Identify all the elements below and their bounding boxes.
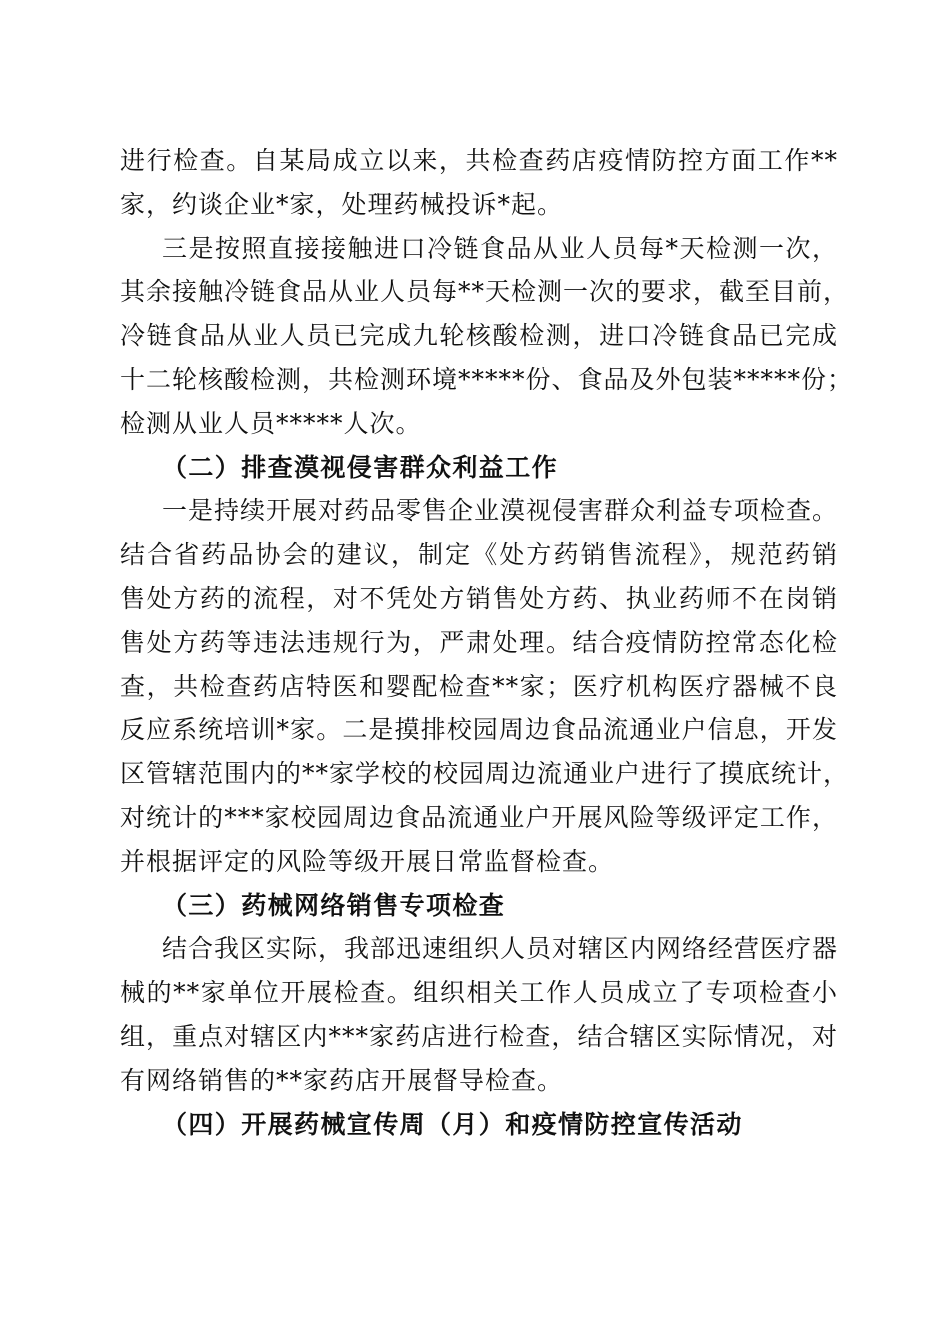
paragraph-line: 一是持续开展对药品零售企业漠视侵害群众利益专项检查。 — [162, 496, 839, 526]
paragraph-line: 家，约谈企业*家，处理药械投诉*起。 — [120, 189, 564, 219]
paragraph-line: 十二轮核酸检测，共检测环境*****份、食品及外包装*****份； — [120, 364, 854, 394]
paragraph-line: 冷链食品从业人员已完成九轮核酸检测，进口冷链食品已完成 — [120, 321, 838, 351]
paragraph-line: 结合我区实际，我部迅速组织人员对辖区内网络经营医疗器 — [162, 934, 839, 964]
paragraph-line: 有网络销售的**家药店开展督导检查。 — [120, 1065, 564, 1095]
paragraph-line: 查，共检查药店特医和婴配检查**家；医疗机构医疗器械不良 — [120, 671, 838, 701]
paragraph-pharmacy-inspection — [120, 489, 850, 883]
paragraph-line: 售处方药等违法违规行为，严肃处理。结合疫情防控常态化检 — [120, 627, 838, 657]
section-heading-4 — [120, 1103, 838, 1147]
paragraph-line: 三是按照直接接触进口冷链食品从业人员每*天检测一次， — [162, 233, 838, 263]
section-heading-2 — [120, 446, 838, 490]
paragraph-line: 械的**家单位开展检查。组织相关工作人员成立了专项检查小 — [120, 978, 838, 1008]
paragraph-cold-chain-testing — [120, 227, 854, 446]
paragraph-line: 区管辖范围内的**家学校的校园周边流通业户进行了摸底统计， — [120, 759, 850, 789]
section-heading: （二）排查漠视侵害群众利益工作 — [162, 452, 559, 482]
section-heading: （三）药械网络销售专项检查 — [162, 890, 506, 920]
paragraph-continued-inspection — [120, 139, 838, 227]
document-body — [120, 139, 854, 1146]
section-heading-3 — [120, 884, 838, 928]
paragraph-line: 检测从业人员*****人次。 — [120, 408, 422, 438]
paragraph-line: 结合省药品协会的建议，制定《处方药销售流程》，规范药销 — [120, 540, 838, 570]
section-heading: （四）开展药械宣传周（月）和疫情防控宣传活动 — [162, 1109, 743, 1139]
paragraph-line: 进行检查。自某局成立以来，共检查药店疫情防控方面工作** — [120, 146, 838, 175]
paragraph-line: 售处方药的流程，对不凭处方销售处方药、执业药师不在岗销 — [120, 583, 838, 613]
paragraph-line: 并根据评定的风险等级开展日常监督检查。 — [120, 846, 615, 876]
paragraph-line: 反应系统培训*家。二是摸排校园周边食品流通业户信息，开发 — [120, 715, 838, 745]
paragraph-line: 组，重点对辖区内***家药店进行检查，结合辖区实际情况，对 — [120, 1021, 838, 1051]
paragraph-line: 对统计的***家校园周边食品流通业户开展风险等级评定工作， — [120, 802, 838, 832]
paragraph-line: 其余接触冷链食品从业人员每**天检测一次的要求，截至目前， — [120, 277, 850, 307]
paragraph-online-sales-inspection — [120, 927, 838, 1102]
